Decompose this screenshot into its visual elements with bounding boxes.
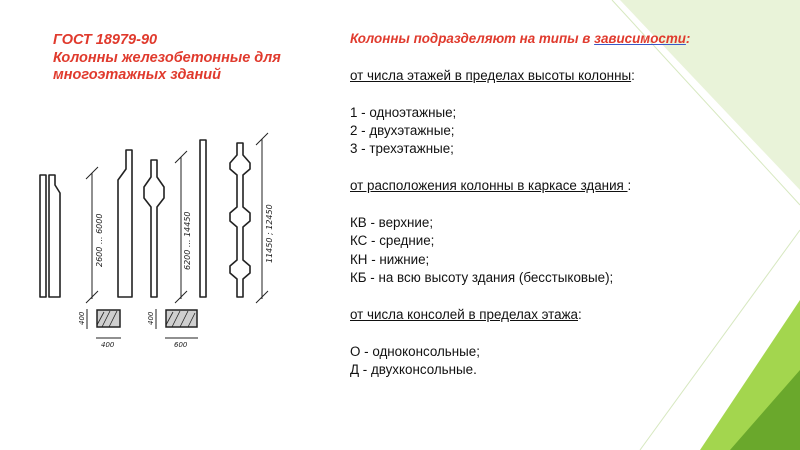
column-two-storey-b <box>144 160 164 297</box>
title-line-3: многоэтажных зданий <box>53 67 221 83</box>
section-b-height-label: 400 <box>147 311 155 325</box>
list-item: КВ - верхние; <box>350 214 434 230</box>
list-item: О - одноконсольные; <box>350 343 480 359</box>
section-a-width-label: 400 <box>101 341 115 349</box>
dimension-label-3: 11450 ; 12450 <box>265 204 274 263</box>
dimension-label-1: 2600 ... 6000 <box>95 213 104 267</box>
group3-title <box>350 306 780 324</box>
heading-part-1: Колонны подразделяют на типы в <box>350 31 595 46</box>
group2-title-text: от расположения колонны в каркасе здания <box>350 178 628 194</box>
section-a <box>87 309 121 338</box>
columns-drawing <box>30 125 300 350</box>
column-two-storey-a <box>118 150 132 297</box>
left-title <box>53 32 333 85</box>
column-three-storey-b <box>230 143 250 297</box>
column-one-storey-b <box>49 175 60 297</box>
section-a-height-label: 400 <box>78 311 86 325</box>
list-item: 2 - двухэтажные; <box>350 122 455 138</box>
section-b-width-label: 600 <box>174 341 188 349</box>
list-item: КН - нижние; <box>350 251 430 267</box>
list-item: КС - средние; <box>350 233 435 249</box>
heading-part-3: : <box>685 31 691 46</box>
list-item: 3 - трехэтажные; <box>350 141 454 157</box>
title-line-2: Колонны железобетонные для <box>53 49 281 66</box>
group3-title-colon: : <box>578 306 582 322</box>
group1-title-text: от числа этажей в пределах высоты колонны <box>350 67 632 83</box>
classification-heading <box>350 30 780 48</box>
column-three-storey-a <box>200 140 206 297</box>
dimension-label-2: 6200 ... 14450 <box>183 211 192 270</box>
group2-title <box>350 177 780 195</box>
group1-title <box>350 67 780 85</box>
heading-part-2: зависимости <box>594 31 686 46</box>
list-item: 1 - одноэтажные; <box>350 104 457 120</box>
classification-text <box>350 30 780 379</box>
section-b <box>156 309 198 338</box>
list-item: КБ - на всю высоту здания (бесстыковые); <box>350 270 614 286</box>
standard-code: ГОСТ 18979-90 <box>53 32 158 48</box>
group1-title-colon: : <box>631 67 635 83</box>
column-one-storey-a <box>40 175 46 297</box>
group2-title-colon: : <box>627 178 632 194</box>
list-item: Д - двухконсольные. <box>350 362 477 378</box>
group3-title-text: от числа консолей в пределах этажа <box>350 306 578 322</box>
